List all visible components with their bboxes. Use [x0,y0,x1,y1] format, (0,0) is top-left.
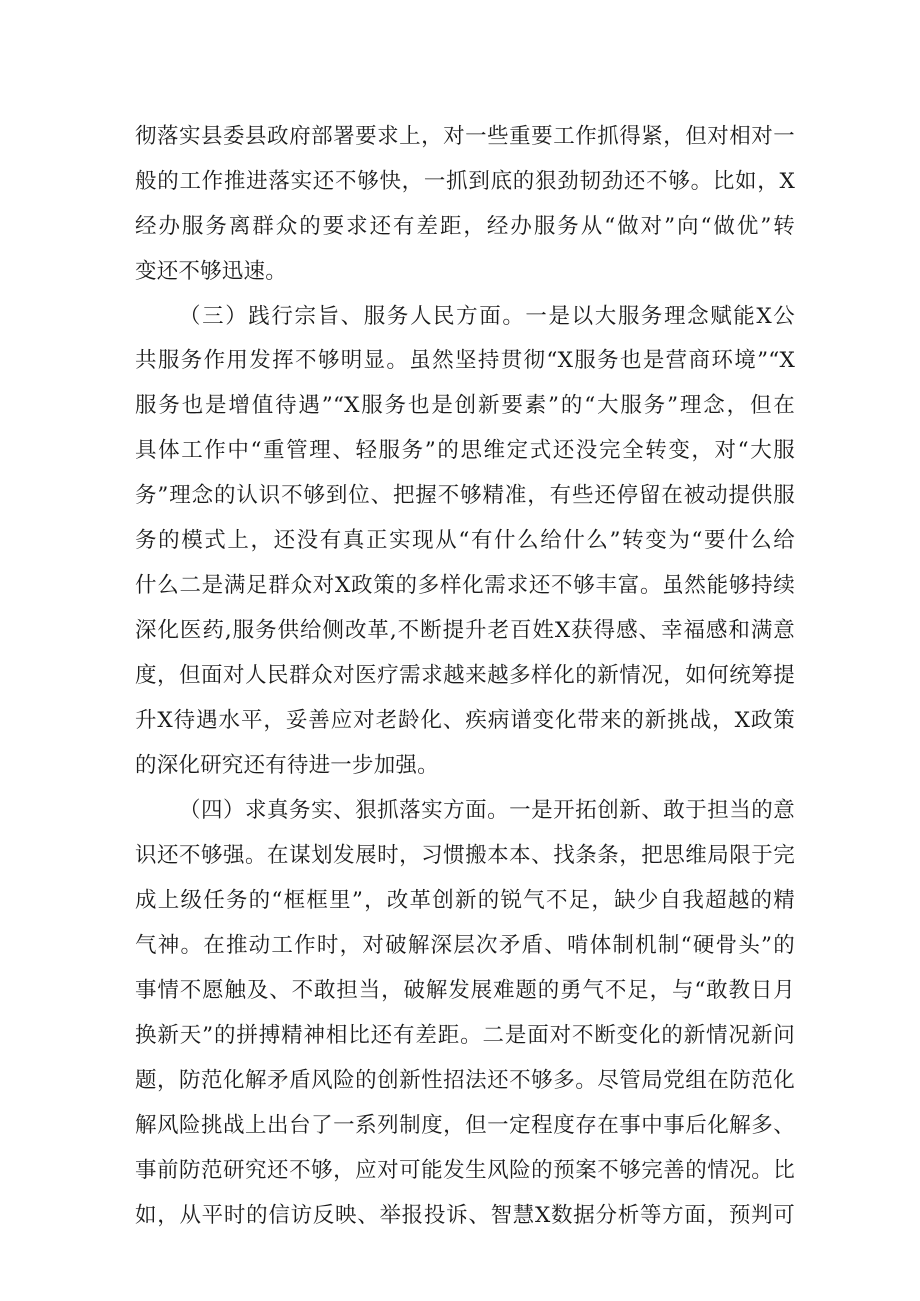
text-line: 务”理念的认识不够到位、把握不够精准，有些还停留在被动提供服 [135,483,795,508]
text-line: 共服务作用发挥不够明显。虽然坚持贯彻“X服务也是营商环境”“X [135,348,795,373]
paragraph-heading-3: （三）践行宗旨、服务人民方面。一是以大服务理念赋能X公 [179,304,795,329]
text-line: 般的工作推进落实还不够快，一抓到底的狠劲韧劲还不够。比如，X [135,169,795,194]
text-line: 什么二是满足群众对X政策的多样化需求还不够丰富。虽然能够持续 [135,573,795,598]
text-line: 识还不够强。在谋划发展时，习惯搬本本、找条条，把思维局限于完 [135,843,795,868]
text-line: 换新天”的拼搏精神相比还有差距。二是面对不断变化的新情况新问 [135,1023,795,1048]
text-line: 成上级任务的“框框里”，改革创新的锐气不足，缺少自我超越的精 [135,888,795,913]
text-line: 服务也是增值待遇”“X服务也是创新要素”的“大服务”理念，但在 [135,393,795,418]
text-line: 度，但面对人民群众对医疗需求越来越多样化的新情况，如何统筹提 [135,663,795,688]
paragraph-heading-4: （四）求真务实、狠抓落实方面。一是开拓创新、敢于担当的意 [179,798,795,823]
text-line: 事情不愿触及、不敢担当，破解发展难题的勇气不足，与“敢教日月 [135,978,795,1003]
text-line: 变还不够迅速。 [135,259,287,284]
text-line: 具体工作中“重管理、轻服务”的思维定式还没完全转变，对“大服 [135,438,795,463]
text-line: 题，防范化解矛盾风险的创新性招法还不够多。尽管局党组在防范化 [135,1068,795,1093]
text-line: 彻落实县委县政府部署要求上，对一些重要工作抓得紧，但对相对一 [135,124,795,149]
text-line: 深化医药,服务供给侧改革,不断提升老百姓X获得感、幸福感和满意 [135,618,795,643]
text-line: 解风险挑战上出台了一系列制度，但一定程度存在事中事后化解多、 [135,1113,795,1138]
text-line: 气神。在推动工作时，对破解深层次矛盾、啃体制机制“硬骨头”的 [135,933,795,958]
text-line: 升X待遇水平，妥善应对老龄化、疾病谱变化带来的新挑战，X政策 [135,708,795,733]
text-line: 经办服务离群众的要求还有差距，经办服务从“做对”向“做优”转 [135,214,795,239]
text-line: 如，从平时的信访反映、举报投诉、智慧X数据分析等方面，预判可 [135,1203,795,1228]
text-line: 务的模式上，还没有真正实现从“有什么给什么”转变为“要什么给 [135,528,795,553]
text-line: 事前防范研究还不够，应对可能发生风险的预案不够完善的情况。比 [135,1158,795,1183]
text-line: 的深化研究还有待进一步加强。 [135,753,439,778]
